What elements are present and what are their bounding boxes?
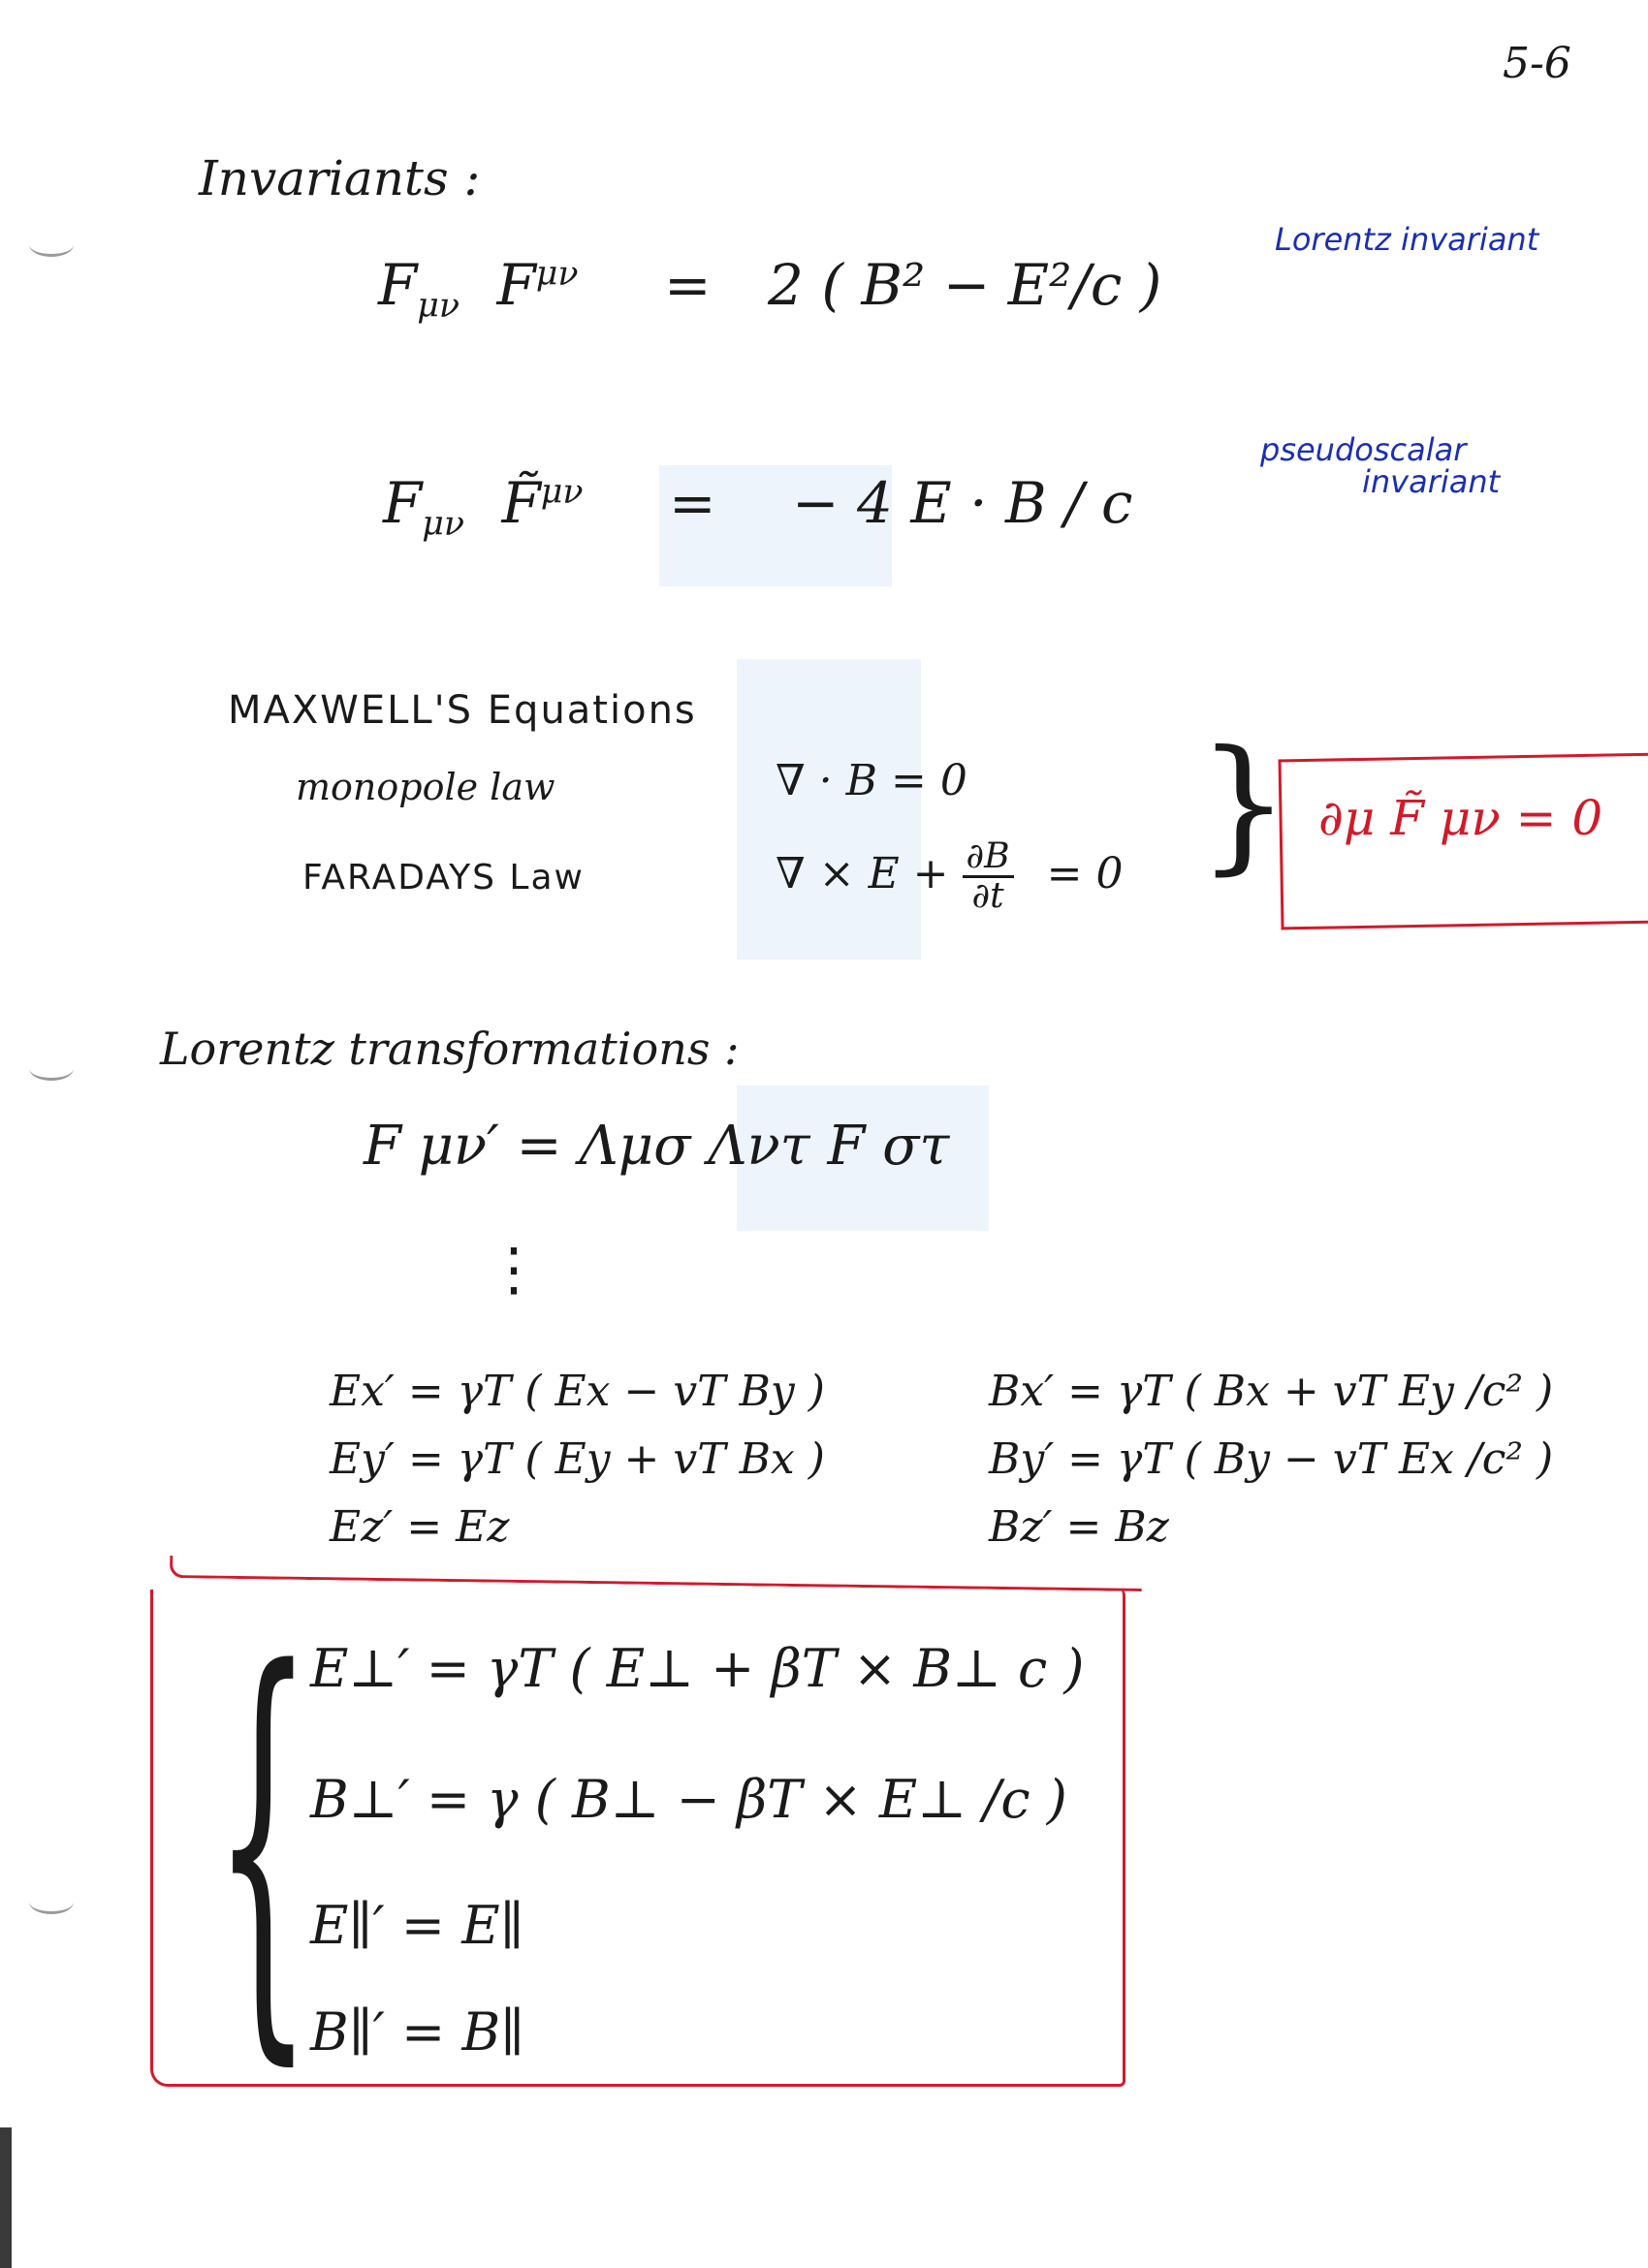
eq1-lhs-sub: μν xyxy=(417,286,460,326)
component-ey: Ey′ = γT ( Ey + vT Bx ) xyxy=(330,1434,825,1484)
pseudoscalar-note-line1: pseudoscalar xyxy=(1260,431,1467,468)
eq2-rhs: − 4 E · B / c xyxy=(791,470,1133,536)
binder-hole-3 xyxy=(29,1890,74,1914)
e-parallel-transform: E∥′ = E∥ xyxy=(310,1895,524,1956)
component-bz: Bz′ = Bz xyxy=(989,1502,1169,1552)
faraday-law-label: FARADAYS Law xyxy=(302,858,585,898)
eq1-rhs: 2 ( B² − E²/c ) xyxy=(767,252,1162,318)
eq1-lhs2-sup: μν xyxy=(535,254,579,294)
red-underline-top xyxy=(170,1556,1142,1591)
binder-hole-1 xyxy=(29,233,74,257)
eq1-lhs2: F xyxy=(496,252,536,318)
scan-edge-shadow xyxy=(0,2127,12,2268)
eq1-equals: = xyxy=(663,252,712,318)
lorentz-tensor-equation: F μν′ = Λμσ Λντ F στ xyxy=(364,1115,950,1178)
eq1-lhs: F xyxy=(378,252,418,318)
eq2-lhs: F xyxy=(383,470,423,536)
lorentz-invariant-note: Lorentz invariant xyxy=(1275,221,1539,258)
invariants-heading: Invariants : xyxy=(199,150,481,206)
vector-transform-brace: { xyxy=(213,1582,313,2100)
component-by: By′ = γT ( By − vT Ex /c² ) xyxy=(989,1434,1554,1484)
maxwell-brace: } xyxy=(1197,720,1290,889)
component-ez: Ez′ = Ez xyxy=(330,1502,510,1552)
e-perp-transform: E⊥′ = γT ( E⊥ + βT × B⊥ c ) xyxy=(310,1638,1085,1699)
continuation-dots: ⋮ xyxy=(485,1236,543,1304)
invariant-equation-2 xyxy=(383,470,1133,544)
faraday-equation xyxy=(776,838,1123,915)
invariant-equation-1 xyxy=(378,252,1161,326)
monopole-equation: ∇ · B = 0 xyxy=(776,756,967,805)
faraday-rhs: = 0 xyxy=(1046,848,1124,898)
maxwell-boxed-equation: ∂μ F̃ μν = 0 xyxy=(1318,790,1603,846)
faraday-frac-num: ∂B xyxy=(963,838,1014,878)
monopole-law-label: monopole law xyxy=(296,766,555,808)
eq2-lhs-sub: μν xyxy=(422,504,465,544)
component-bx: Bx′ = γT ( Bx + vT Ey /c² ) xyxy=(989,1367,1554,1416)
component-ex: Ex′ = γT ( Ex − vT By ) xyxy=(330,1367,825,1416)
page-number: 5-6 xyxy=(1503,39,1571,88)
faraday-fraction xyxy=(963,838,1014,915)
maxwell-heading: MAXWELL'S Equations xyxy=(228,688,697,733)
pseudoscalar-note-line2: invariant xyxy=(1362,463,1501,500)
faraday-lhs: ∇ × E + xyxy=(776,848,949,898)
lorentz-heading: Lorentz transformations : xyxy=(160,1023,740,1075)
b-parallel-transform: B∥′ = B∥ xyxy=(310,2001,525,2063)
eq2-lhs2: F̃ xyxy=(501,470,541,536)
faraday-frac-den: ∂t xyxy=(971,875,1004,916)
eq2-lhs2-sup: μν xyxy=(540,472,584,512)
eq2-equals: = xyxy=(668,470,716,536)
b-perp-transform: B⊥′ = γ ( B⊥ − βT × E⊥ /c ) xyxy=(310,1769,1067,1830)
binder-hole-2 xyxy=(29,1056,74,1081)
